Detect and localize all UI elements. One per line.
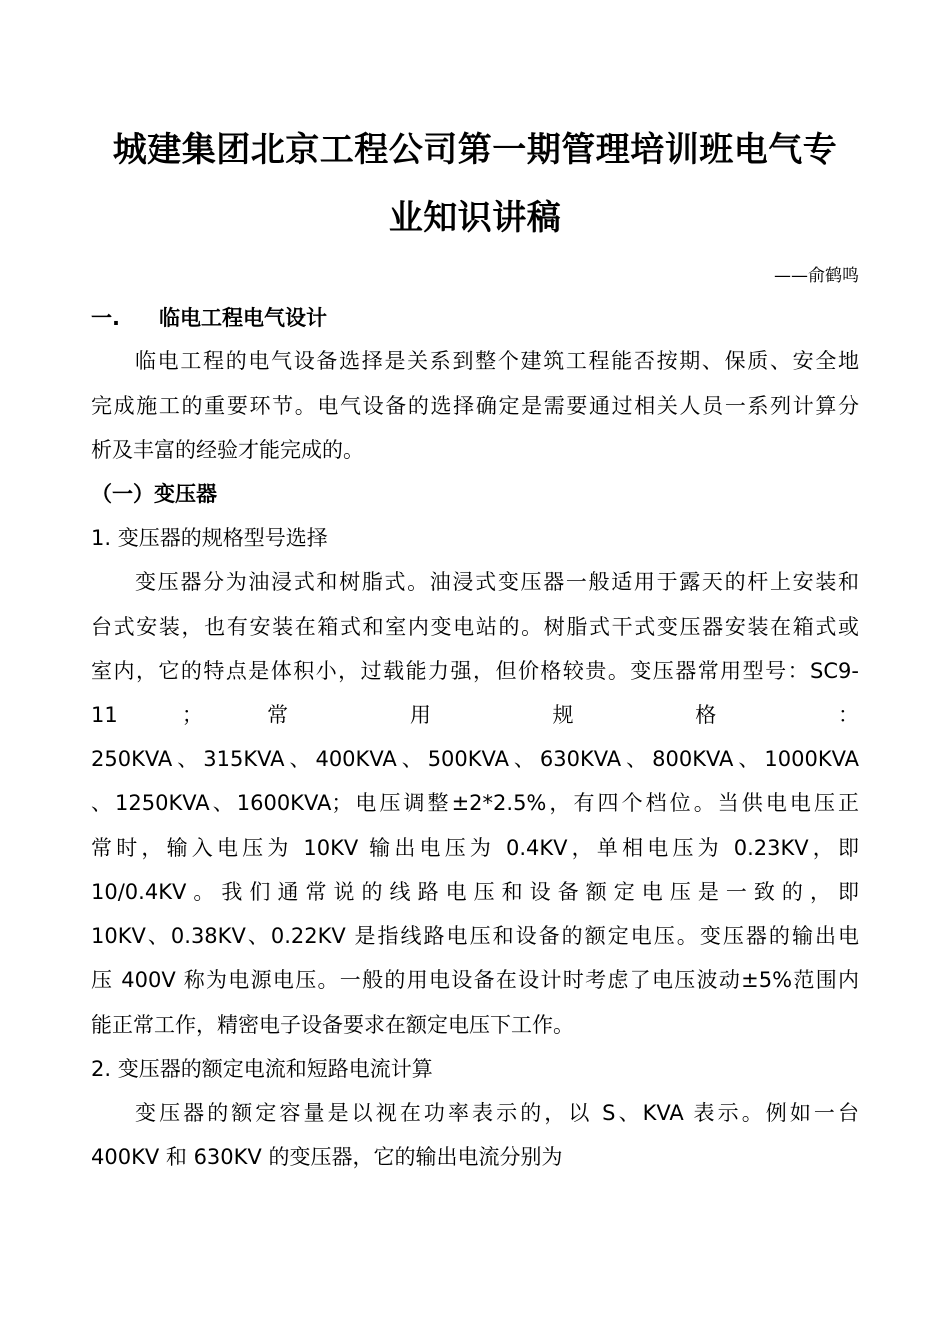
paragraph-line: 临电工程的电气设备选择是关系到整个建筑工程能否按期、保质、安全地 xyxy=(135,349,859,373)
author-byline: ——俞鹤鸣 xyxy=(774,266,859,286)
document-title-line-1: 城建集团北京工程公司第一期管理培训班电气专 xyxy=(112,130,838,170)
paragraph-line: 变压器分为油浸式和树脂式。油浸式变压器一般适用于露天的杆上安装和 xyxy=(135,570,859,594)
subsection-heading: （一）变压器 xyxy=(91,482,217,506)
paragraph-line: 10KV、0.38KV、0.22KV 是指线路电压和设备的额定电压。变压器的输出电 xyxy=(91,924,859,948)
paragraph-line: 400KV 和 630KV 的变压器，它的输出电流分别为 xyxy=(91,1145,563,1169)
paragraph-line: 10/0.4KV。我们通常说的线路电压和设备额定电压是一致的，即 xyxy=(91,880,859,904)
paragraph-line: 能正常工作，精密电子设备要求在额定电压下工作。 xyxy=(91,1013,574,1037)
paragraph-line: 台式安装，也有安装在箱式和室内变电站的。树脂式干式变压器安装在箱式或 xyxy=(91,615,859,639)
paragraph-line: 250KVA、315KVA、400KVA、500KVA、630KVA、800KVA、1000KVA xyxy=(91,747,859,771)
paragraph-line: 常时，输入电压为 10KV 输出电压为 0.4KV，单相电压为 0.23KV，即 xyxy=(91,836,859,860)
paragraph-line: 析及丰富的经验才能完成的。 xyxy=(91,438,364,462)
section-heading xyxy=(91,303,859,333)
section-number: 一. xyxy=(91,306,120,330)
paragraph-line: 11 ； 常 用 规 格 ： xyxy=(91,703,859,727)
paragraph-line: 完成施工的重要环节。电气设备的选择确定是需要通过相关人员一系列计算分 xyxy=(91,394,859,418)
paragraph-line: 压 400V 称为电源电压。一般的用电设备在设计时考虑了电压波动±5%范围内 xyxy=(91,968,859,992)
paragraph-line: 室内，它的特点是体积小，过载能力强，但价格较贵。变压器常用型号：SC9- xyxy=(91,659,859,683)
document-title-line-2: 业知识讲稿 xyxy=(388,198,562,238)
section-title: 临电工程电气设计 xyxy=(159,306,327,330)
item-heading: 2. 变压器的额定电流和短路电流计算 xyxy=(91,1057,433,1081)
paragraph-line: 、1250KVA、1600KVA；电压调整±2*2.5%，有四个档位。当供电电压正 xyxy=(91,791,859,815)
paragraph-line: 变压器的额定容量是以视在功率表示的，以 S、KVA 表示。例如一台 xyxy=(135,1101,859,1125)
item-heading: 1. 变压器的规格型号选择 xyxy=(91,526,328,550)
